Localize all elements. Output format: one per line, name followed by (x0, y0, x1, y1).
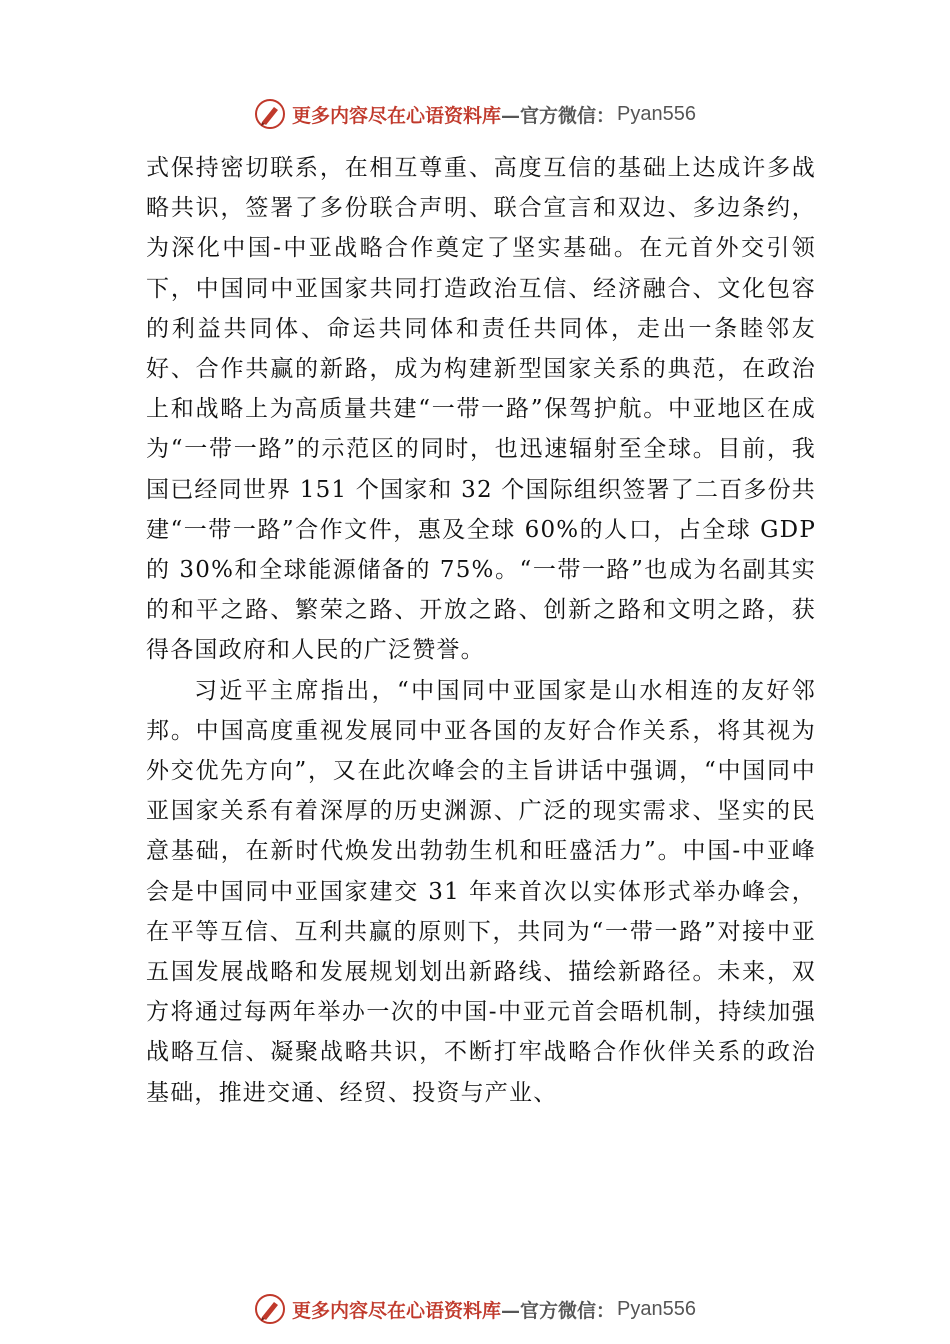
watermark-gray-text: —官方微信： (501, 1299, 616, 1322)
watermark-wechat-id: Pyan556 (617, 1297, 696, 1320)
pen-logo-icon (254, 98, 286, 130)
watermark-wechat-id: Pyan556 (617, 102, 696, 125)
footer-watermark (0, 1289, 950, 1329)
header-watermark (0, 94, 950, 134)
watermark-red-text: 更多内容尽在心语资料库 (292, 1299, 502, 1322)
paragraph-1: 式保持密切联系，在相互尊重、高度互信的基础上达成许多战略共识，签署了多份联合声明、联合宣言和双边、多边条约，为深化中国-中亚战略合作奠定了坚实基础。在元首外交引领下，中国同中亚国家共同打造政治互信、经济融合、文化包容的利益共同体、命运共同体和责任共同体，走出一条睦邻友好、合作共赢的新路，成为构建新型国家关系的典范，在政治上和战略上为高质量共建“一带一路”保驾护航。中亚地区在成为“一带一路”的示范区的同时，也迅速辐射至全球。目前，我国已经同世界 151 个国家和 32 个国际组织签署了二百多份共建“一带一路”合作文件，惠及全球 60%的人口，占全球 GDP 的 30%和全球能源储备的 75%。“一带一路”也成为名副其实的和平之路、繁荣之路、开放之路、创新之路和文明之路，获得各国政府和人民的广泛赞誉。 (146, 155, 816, 664)
watermark-red-text: 更多内容尽在心语资料库 (292, 104, 502, 127)
paragraph-2: 习近平主席指出，“中国同中亚国家是山水相连的友好邻邦。中国高度重视发展同中亚各国的友好合作关系，将其视为外交优先方向”，又在此次峰会的主旨讲话中强调，“中国同中亚国家关系有着深厚的历史渊源、广泛的现实需求、坚实的民意基础，在新时代焕发出勃勃生机和旺盛活力”。中国-中亚峰会是中国同中亚国家建交 31 年来首次以实体形式举办峰会，在平等互信、互利共赢的原则下，共同为“一带一路”对接中亚五国发展战略和发展规划划出新路线、描绘新路径。未来，双方将通过每两年举办一次的中国-中亚元首会晤机制，持续加强战略互信、凝聚战略共识，不断打牢战略合作伙伴关系的政治基础，推进交通、经贸、投资与产业、 (146, 677, 816, 1106)
pen-logo-icon (254, 1293, 286, 1325)
document-body (146, 148, 816, 1113)
watermark-gray-text: —官方微信： (501, 104, 616, 127)
